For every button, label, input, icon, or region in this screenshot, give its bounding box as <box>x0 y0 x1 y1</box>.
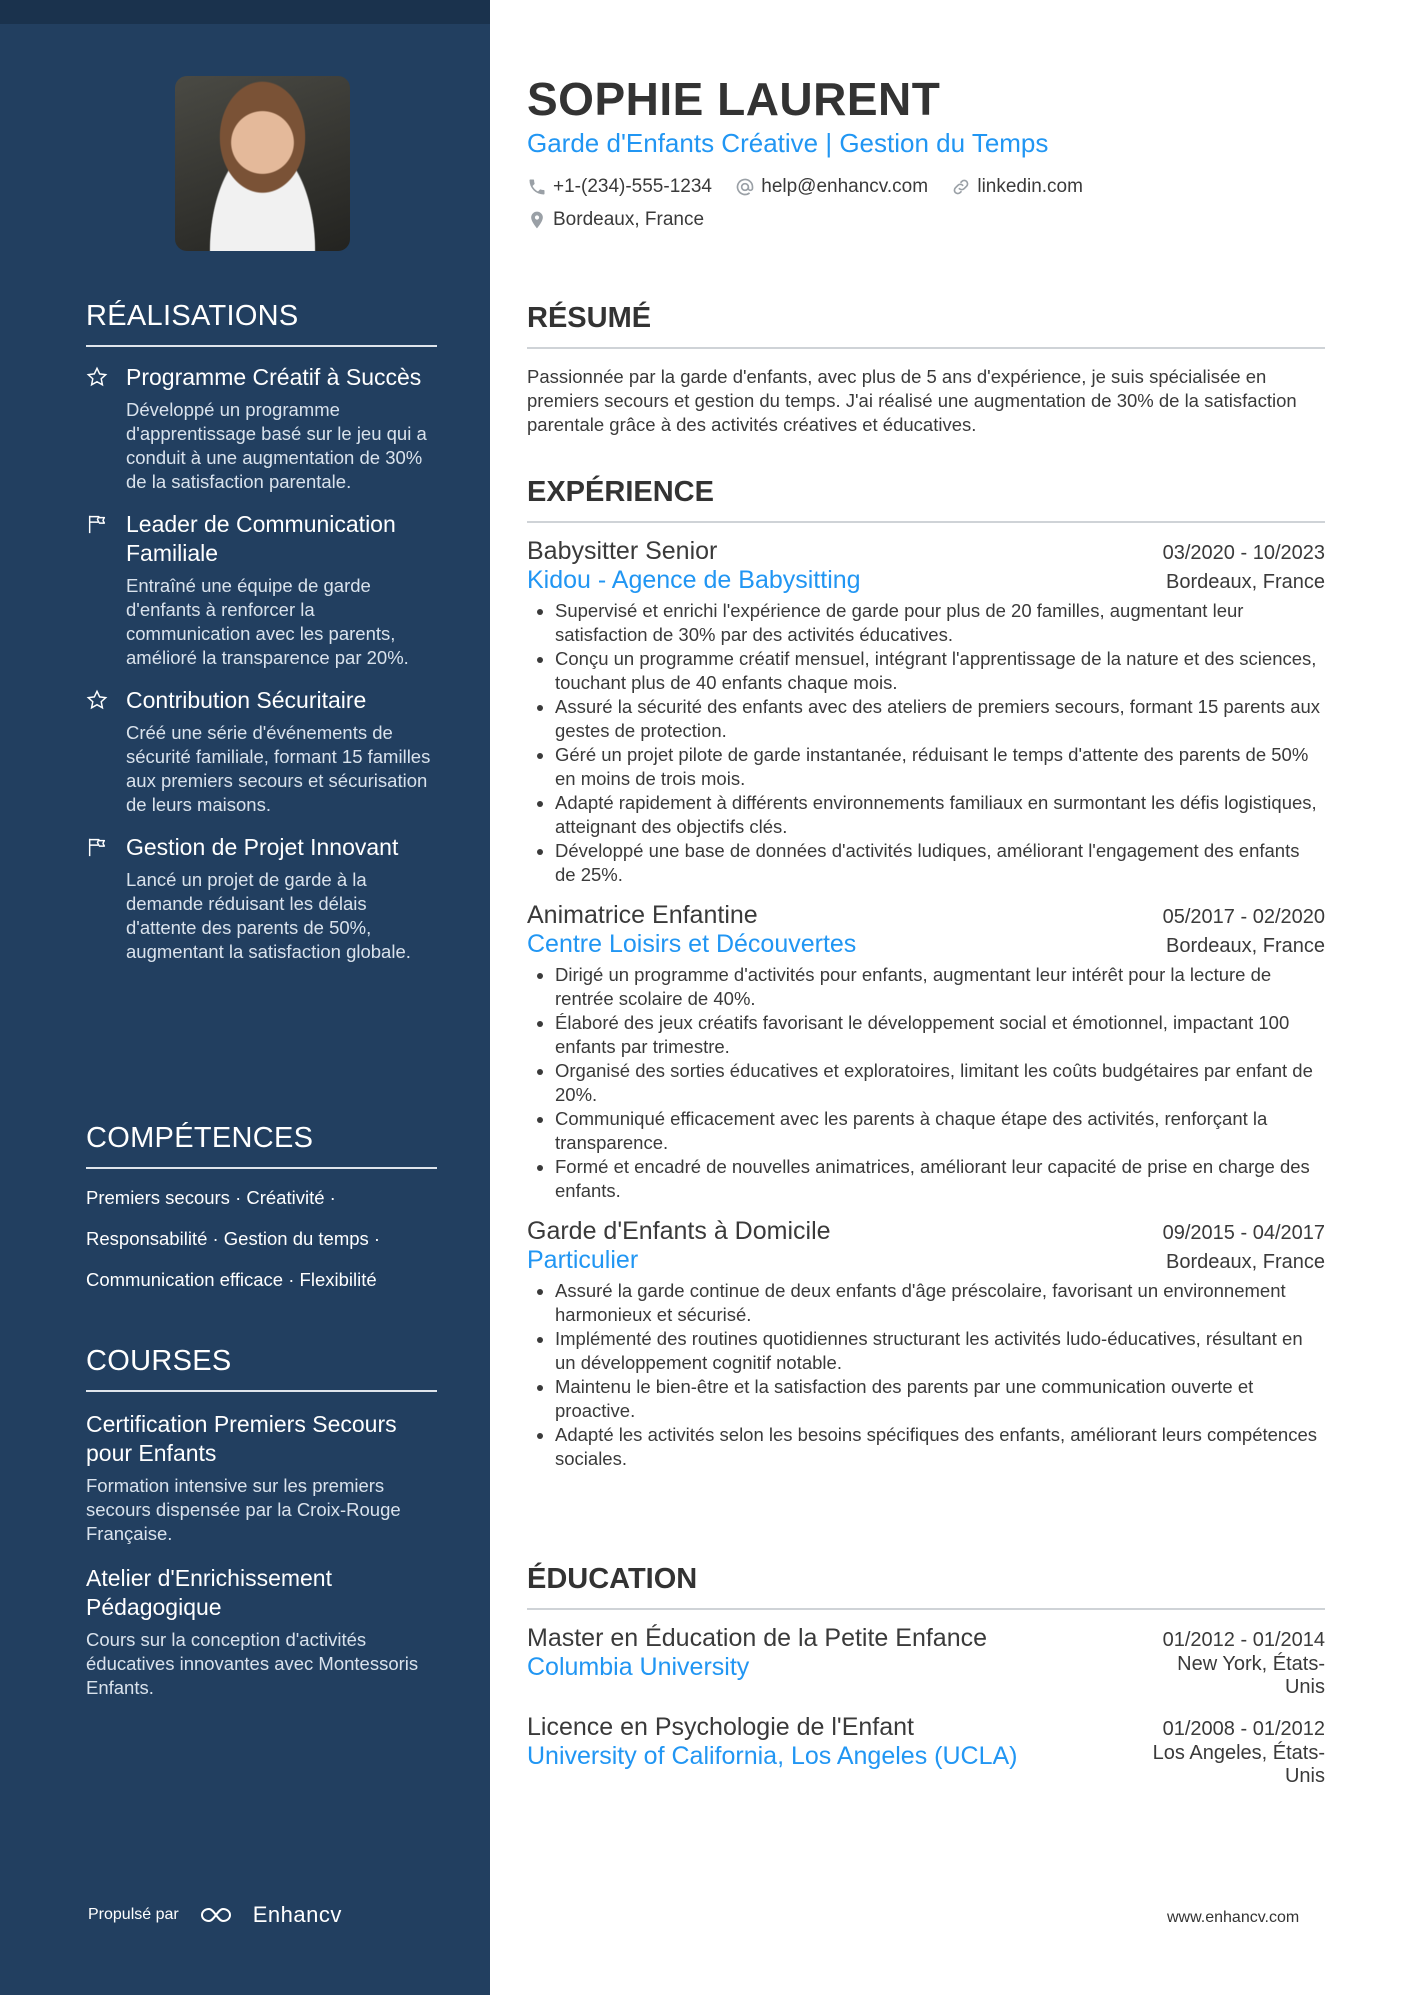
job-company[interactable]: Centre Loisirs et Découvertes <box>527 930 857 958</box>
contact-info <box>527 173 1325 239</box>
achievements-section <box>86 300 437 964</box>
contact-location <box>527 206 704 234</box>
achievement-desc: Créé une série d'événements de sécurité familiale, formant 15 familles aux premiers secours et sécurisation de leurs maisons. <box>126 722 431 815</box>
course-desc: Formation intensive sur les premiers secours dispensée par la Croix-Rouge Française. <box>86 1475 401 1544</box>
profile-photo <box>175 76 350 251</box>
achievements-title: RÉALISATIONS <box>86 300 437 347</box>
job-location: Bordeaux, France <box>1166 935 1325 957</box>
list-item: • Conçu un programme créatif mensuel, intégrant l'apprentissage de la nature et des sciences, touchant plus de 40 enfants chaque mois. <box>555 647 1325 695</box>
school[interactable]: Columbia University <box>527 1653 750 1681</box>
infinity-logo-icon <box>197 1903 245 1927</box>
list-item: • Dirigé un programme d'activités pour enfants, augmentant leur intérêt pour la lecture de rentrée scolaire de 40%. <box>555 963 1325 1011</box>
job-company[interactable]: Particulier <box>527 1246 639 1274</box>
education-location <box>1177 1653 1325 1699</box>
courses-section <box>86 1345 437 1700</box>
candidate-name: SOPHIE LAURENT <box>527 73 941 125</box>
brand-name: Enhancv <box>252 1902 342 1927</box>
list-item: • Adapté les activités selon les besoins spécifiques des enfants, améliorant leurs compétences sociales. <box>555 1423 1325 1471</box>
degree: Master en Éducation de la Petite Enfance <box>527 1624 988 1652</box>
star-icon <box>86 689 108 711</box>
contact-linkedin[interactable] <box>951 173 1083 201</box>
list-item: • Formé et encadré de nouvelles animatrices, améliorant leur capacité de prise en charge des enfants. <box>555 1155 1325 1203</box>
list-item: • Géré un projet pilote de garde instantanée, réduisant le temps d'attente des parents de 50% en moins de trois mois. <box>555 743 1325 791</box>
list-item: • Supervisé et enrichi l'expérience de garde pour plus de 20 familles, augmentant leur satisfaction de 30% par des activités éducatives. <box>555 599 1325 647</box>
contact-email[interactable] <box>735 173 928 201</box>
sidebar <box>0 0 490 1995</box>
list-item: • Assuré la garde continue de deux enfants d'âge préscolaire, favorisant un environnement harmonieux et sécurisé. <box>555 1279 1325 1327</box>
education-entry <box>527 1713 1325 1788</box>
achievement-title: Gestion de Projet Innovant <box>126 834 399 860</box>
list-item: • Adapté rapidement à différents environnements familiaux en surmontant les défis logistiques, atteignant des objectifs clés. <box>555 791 1325 839</box>
flag-icon <box>86 836 108 858</box>
phone-icon <box>527 177 547 197</box>
list-item: • Assuré la sécurité des enfants avec des ateliers de premiers secours, formant 15 parents aux gestes de protection. <box>555 695 1325 743</box>
education-title: ÉDUCATION <box>527 1563 1325 1610</box>
job-dates: 05/2017 - 02/2020 <box>1162 906 1325 928</box>
education-location-line: Unis <box>1284 1676 1325 1698</box>
education-dates: 01/2012 - 01/2014 <box>1162 1629 1325 1651</box>
skills-line: Premiers secours · Créativité · <box>86 1187 336 1208</box>
list-item: • Élaboré des jeux créatifs favorisant le développement social et émotionnel, impactant 100 enfants par trimestre. <box>555 1011 1325 1059</box>
education-dates: 01/2008 - 01/2012 <box>1162 1718 1325 1740</box>
skills-title: COMPÉTENCES <box>86 1122 437 1169</box>
course-item <box>86 1564 437 1700</box>
link-icon <box>951 177 971 197</box>
job-role: Babysitter Senior <box>527 537 718 565</box>
achievement-desc: Entraîné une équipe de garde d'enfants à renforcer la communication avec les parents, amélioré la transparence par 20%. <box>126 575 409 668</box>
experience-title: EXPÉRIENCE <box>527 476 1325 523</box>
education-section <box>527 1563 1325 1788</box>
at-sign-icon <box>735 177 755 197</box>
job-role: Animatrice Enfantine <box>527 901 758 929</box>
education-entry <box>527 1624 1325 1699</box>
list-item: • Organisé des sorties éducatives et exploratoires, limitant les coûts budgétaires par enfant de 20%. <box>555 1059 1325 1107</box>
summary-text: Passionnée par la garde d'enfants, avec plus de 5 ans d'expérience, je suis spécialisée en premiers secours et gestion du temps. J'ai réalisé une augmentation de 30% de la satisfaction parentale grâce à des activités créatives et éducatives. <box>527 366 1297 435</box>
job-location: Bordeaux, France <box>1166 571 1325 593</box>
education-location-line: Unis <box>1284 1765 1325 1787</box>
experience-section <box>527 476 1325 1471</box>
achievement-desc: Développé un programme d'apprentissage basé sur le jeu qui a conduit à une augmentation de 30% de la satisfaction parentale. <box>126 399 427 492</box>
achievement-item <box>86 833 437 964</box>
linkedin-text: linkedin.com <box>977 176 1083 197</box>
sidebar-top-bar <box>0 0 490 24</box>
flag-icon <box>86 513 108 535</box>
map-pin-icon <box>527 210 547 230</box>
degree: Licence en Psychologie de l'Enfant <box>527 1713 914 1741</box>
phone-text: +1-(234)-555-1234 <box>553 176 712 197</box>
footer-url[interactable]: www.enhancv.com <box>1167 1909 1300 1926</box>
job-location: Bordeaux, France <box>1166 1251 1325 1273</box>
brand-logo[interactable] <box>197 1902 342 1928</box>
list-item: • Implémenté des routines quotidiennes structurant les activités ludo-éducatives, résultant en un développement cognitif notable. <box>555 1327 1325 1375</box>
job-bullets <box>527 1279 1325 1471</box>
school[interactable]: University of California, Los Angeles (UCLA) <box>527 1742 1018 1770</box>
job-company[interactable]: Kidou - Agence de Babysitting <box>527 566 861 594</box>
list-item: • Maintenu le bien-être et la satisfaction des parents par une communication ouverte et proactive. <box>555 1375 1325 1423</box>
job-entry <box>527 537 1325 887</box>
list-item: • Communiqué efficacement avec les parents à chaque étape des activités, renforçant la transparence. <box>555 1107 1325 1155</box>
job-entry <box>527 1217 1325 1471</box>
skills-section <box>86 1122 437 1300</box>
course-desc: Cours sur la conception d'activités éducatives innovantes avec Montessoris Enfants. <box>86 1629 419 1698</box>
summary-title: RÉSUMÉ <box>527 302 1325 349</box>
achievement-desc: Lancé un projet de garde à la demande réduisant les délais d'attente des parents de 50%, augmentant la satisfaction globale. <box>126 869 411 962</box>
achievement-item <box>86 363 437 494</box>
job-entry <box>527 901 1325 1203</box>
education-location-line: New York, États- <box>1177 1653 1325 1675</box>
star-icon <box>86 366 108 388</box>
achievement-item <box>86 686 437 817</box>
summary-section <box>527 302 1325 437</box>
achievement-title: Leader de Communication Familiale <box>126 511 396 566</box>
course-title: Atelier d'Enrichissement Pédagogique <box>86 1565 332 1620</box>
skills-line: Responsabilité · Gestion du temps · <box>86 1228 381 1249</box>
location-text: Bordeaux, France <box>553 209 705 230</box>
resume-header <box>527 72 1325 239</box>
job-bullets <box>527 963 1325 1203</box>
courses-title: COURSES <box>86 1345 437 1392</box>
job-role: Garde d'Enfants à Domicile <box>527 1217 831 1245</box>
job-dates: 03/2020 - 10/2023 <box>1162 542 1325 564</box>
achievement-title: Contribution Sécuritaire <box>126 687 367 713</box>
achievement-title: Programme Créatif à Succès <box>126 364 422 390</box>
candidate-subtitle: Garde d'Enfants Créative | Gestion du Temps <box>527 128 1049 158</box>
skills-list <box>86 1177 437 1300</box>
powered-by <box>88 1902 342 1928</box>
email-text: help@enhancv.com <box>761 176 929 197</box>
powered-by-label: Propulsé par <box>88 1906 179 1923</box>
job-dates: 09/2015 - 04/2017 <box>1162 1222 1325 1244</box>
list-item: • Développé une base de données d'activités ludiques, améliorant l'engagement des enfants de 25%. <box>555 839 1325 887</box>
education-location <box>1153 1742 1325 1788</box>
achievement-item <box>86 510 437 670</box>
skills-line: Communication efficace · Flexibilité <box>86 1269 377 1290</box>
course-item <box>86 1410 437 1546</box>
education-location-line: Los Angeles, États- <box>1152 1742 1325 1764</box>
job-bullets <box>527 599 1325 887</box>
contact-phone[interactable] <box>527 173 712 201</box>
course-title: Certification Premiers Secours pour Enfants <box>86 1411 397 1466</box>
